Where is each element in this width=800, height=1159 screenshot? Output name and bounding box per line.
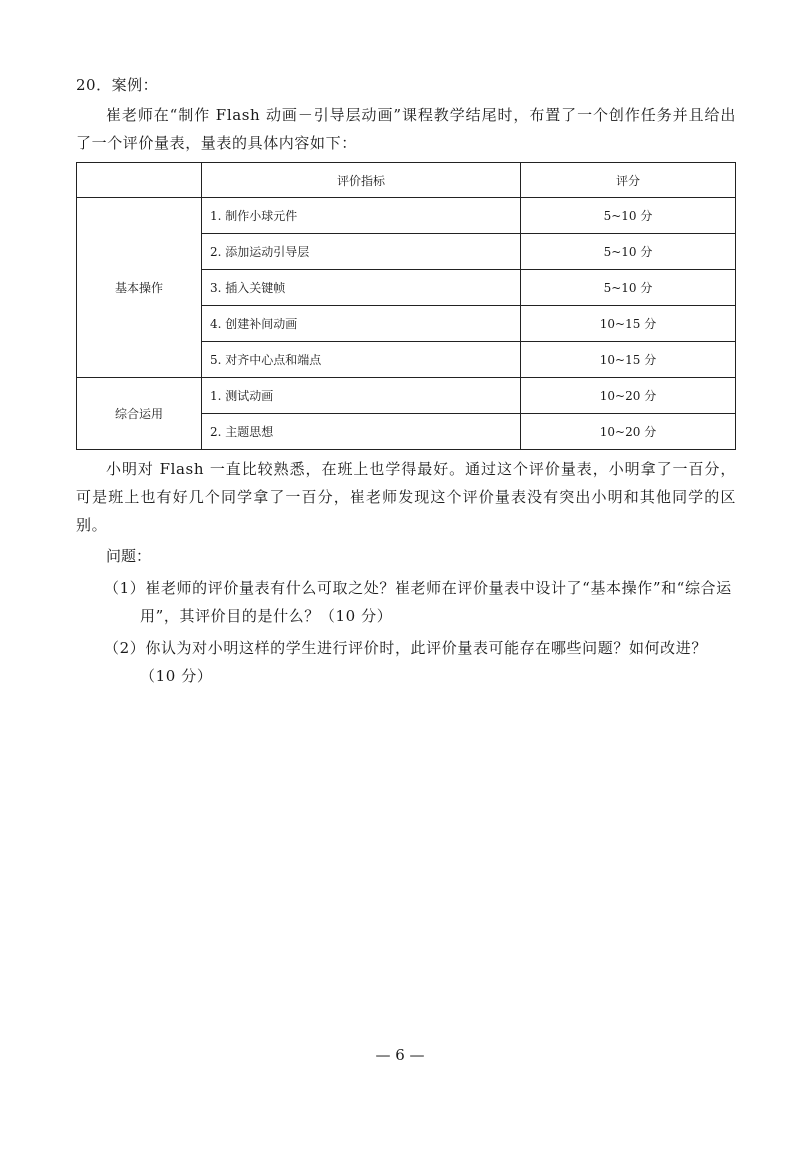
indicator-cell: 2. 添加运动引导层 — [202, 234, 521, 270]
score-cell: 10~20 分 — [521, 378, 736, 414]
problem-1: （1）崔老师的评价量表有什么可取之处？崔老师在评价量表中设计了“基本操作”和“综合运用”，其评价目的是什么？（10 分） — [104, 579, 732, 625]
case-body: 小明对 Flash 一直比较熟悉，在班上也学得最好。通过这个评价量表，小明拿了一百分，可是班上也有好几个同学拿了一百分，崔老师发现这个评价量表没有突出小明和其他同学的区别。 — [76, 460, 736, 534]
indicator-cell: 3. 插入关键帧 — [202, 270, 521, 306]
indicator-cell: 5. 对齐中心点和端点 — [202, 342, 521, 378]
question-heading: 20．案例： — [76, 76, 159, 94]
table-header-indicator: 评价指标 — [202, 163, 521, 198]
indicator-cell: 1. 制作小球元件 — [202, 198, 521, 234]
indicator-cell: 2. 主题思想 — [202, 414, 521, 450]
score-cell: 10~20 分 — [521, 414, 736, 450]
problems-label: 问题： — [106, 547, 152, 565]
question-intro: 崔老师在“制作 Flash 动画－引导层动画”课程教学结尾时，布置了一个创作任务并且给出了一个评价量表，量表的具体内容如下： — [76, 106, 736, 152]
table-row — [77, 378, 736, 414]
indicator-cell: 4. 创建补间动画 — [202, 306, 521, 342]
indicator-cell: 1. 测试动画 — [202, 378, 521, 414]
score-cell: 5~10 分 — [521, 198, 736, 234]
score-cell: 5~10 分 — [521, 234, 736, 270]
table-header-score: 评分 — [521, 163, 736, 198]
category-basic-ops: 基本操作 — [77, 198, 202, 378]
score-cell: 10~15 分 — [521, 342, 736, 378]
evaluation-table — [76, 162, 736, 450]
table-row — [77, 198, 736, 234]
problem-2: （2）你认为对小明这样的学生进行评价时，此评价量表可能存在哪些问题？如何改进？（10 分） — [104, 639, 707, 685]
table-header-row — [77, 163, 736, 198]
category-comprehensive: 综合运用 — [77, 378, 202, 450]
page-number: — 6 — — [375, 1046, 425, 1064]
score-cell: 5~10 分 — [521, 270, 736, 306]
score-cell: 10~15 分 — [521, 306, 736, 342]
table-header-category — [77, 163, 202, 198]
